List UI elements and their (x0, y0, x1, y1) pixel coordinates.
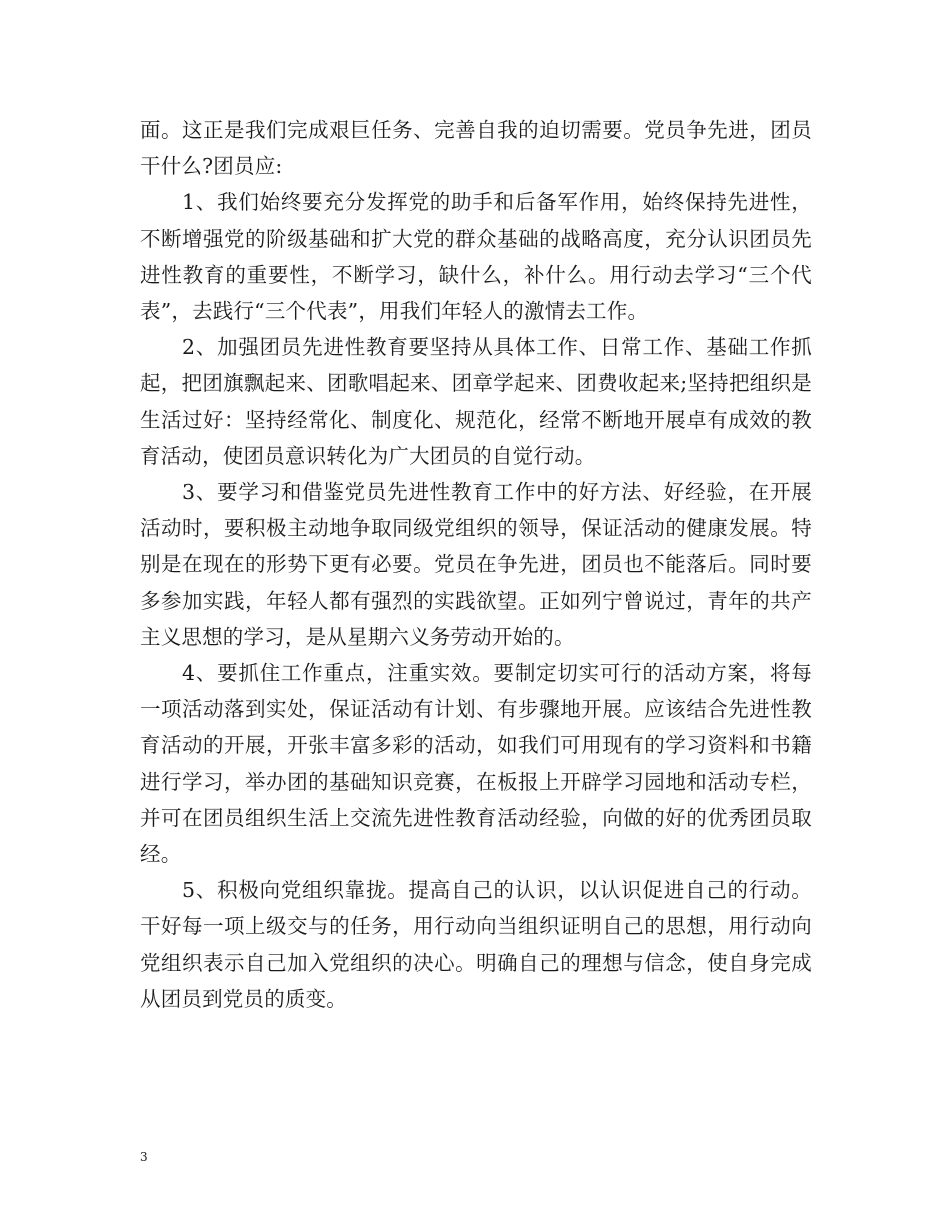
paragraph-point-4: 4、要抓住工作重点，注重实效。要制定切实可行的活动方案，将每一项活动落到实处，保证活动有计划、有步骤地开展。应该结合先进性教育活动的开展，开张丰富多彩的活动，如我们可用现有的学习资料和书籍进行学习，举办团的基础知识竞赛，在板报上开辟学习园地和活动专栏，并可在团员组织生活上交流先进性教育活动经验，向做的好的优秀团员取经。 (140, 661, 812, 867)
paragraph-point-3: 3、要学习和借鉴党员先进性教育工作中的好方法、好经验，在开展活动时，要积极主动地争取同级党组织的领导，保证活动的健康发展。特别是在现在的形势下更有必要。党员在争先进，团员也不能落后。同时要多参加实践，年轻人都有强烈的实践欲望。正如列宁曾说过，青年的共产主义思想的学习，是从星期六义务劳动开始的。 (140, 480, 812, 649)
page-number: 3 (140, 1150, 148, 1164)
paragraph-continuation: 面。这正是我们完成艰巨任务、完善自我的迫切需要。党员争先进，团员干什么?团员应: (140, 118, 812, 179)
paragraph-point-1: 1、我们始终要充分发挥党的助手和后备军作用，始终保持先进性，不断增强党的阶级基础和扩大党的群众基础的战略高度，充分认识团员先进性教育的重要性，不断学习，缺什么，补什么。用行动去学习“三个代表”，去践行“三个代表”，用我们年轻人的激情去工作。 (140, 190, 812, 324)
paragraph-point-2: 2、加强团员先进性教育要坚持从具体工作、日常工作、基础工作抓起，把团旗飘起来、团歌唱起来、团章学起来、团费收起来;坚持把组织是生活过好：坚持经常化、制度化、规范化，经常不断地开展卓有成效的教育活动，使团员意识转化为广大团员的自觉行动。 (140, 335, 812, 468)
paragraph-point-5: 5、积极向党组织靠拢。提高自己的认识，以认识促进自己的行动。干好每一项上级交与的任务，用行动向当组织证明自己的思想，用行动向党组织表示自己加入党组织的决心。明确自己的理想与信念，使自身完成从团员到党员的质变。 (140, 878, 812, 1011)
document-body (140, 112, 812, 1017)
